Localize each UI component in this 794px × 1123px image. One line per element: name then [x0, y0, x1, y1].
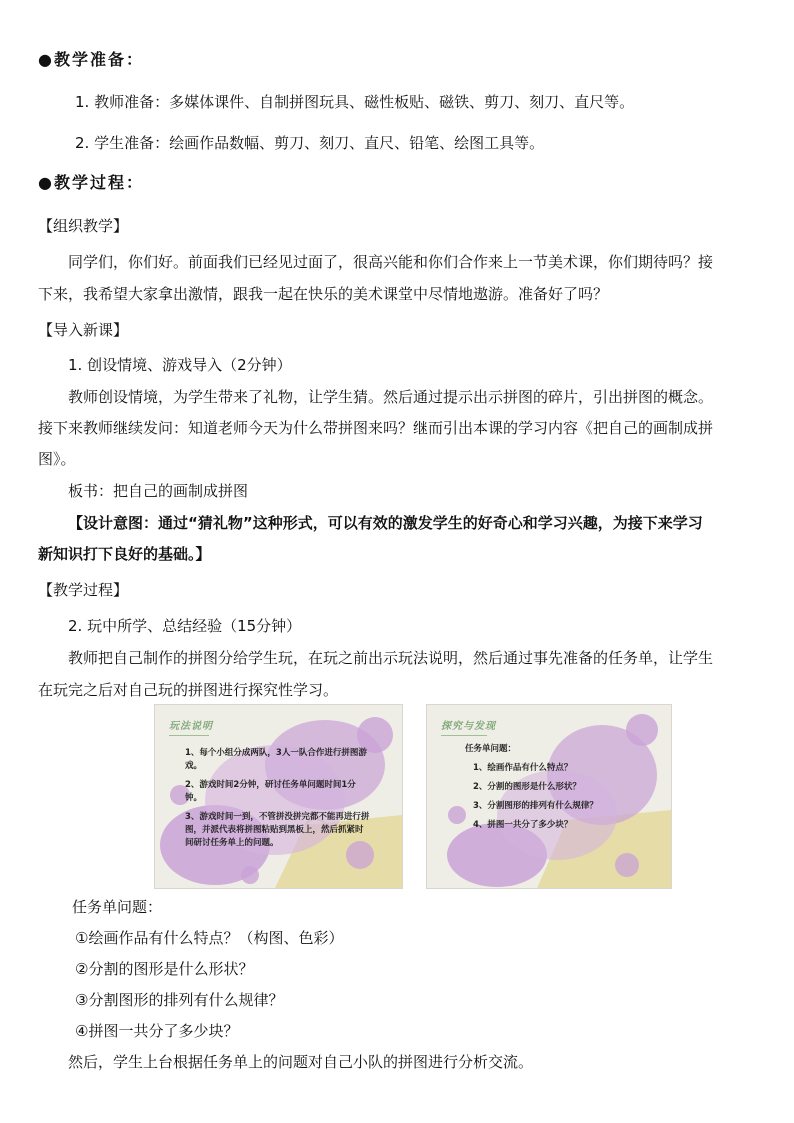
slide-task-item: 4、拼图一共分了多少块？	[473, 820, 573, 830]
process2-heading: 【教学过程】	[38, 581, 129, 599]
intro-paragraph-line-1: 教师创设情境，为学生带来了礼物，让学生猜。然后通过提示出示拼图的碎片，引出拼图的概念。	[68, 388, 714, 406]
play-paragraph-line-2: 在玩完之后对自己玩的拼图进行探究性学习。	[38, 681, 339, 699]
task-question-4: ④拼图一共分了多少块？	[75, 1022, 239, 1040]
task-question-1: ①绘画作品有什么特点？（构图、色彩）	[75, 929, 344, 947]
prep-heading: ●教学准备：	[38, 50, 144, 69]
teacher-prep: 1. 教师准备：多媒体课件、自制拼图玩具、磁性板贴、磁铁、剪刀、刻刀、直尺等。	[75, 93, 635, 111]
student-prep: 2. 学生准备：绘画作品数幅、剪刀、刻刀、直尺、铅笔、绘图工具等。	[75, 134, 545, 152]
slide-rules-list	[185, 747, 371, 856]
slide-image-tasks	[426, 704, 672, 889]
slide-task-heading: 任务单问题：	[465, 744, 517, 754]
process-heading: ●教学过程：	[38, 173, 144, 192]
slide-rule-item: 1、每个小组分成两队，3人一队合作进行拼图游戏。	[185, 748, 367, 771]
slide-rule-item: 2、游戏时间2分钟，研讨任务单问题时间1分钟。	[185, 780, 356, 803]
design-intent-line-1: 【设计意图：通过“猜礼物”这种形式，可以有效的激发学生的好奇心和学习兴趣，为接下来学习	[68, 514, 703, 532]
board-note: 板书：把自己的画制成拼图	[68, 482, 249, 500]
intro-paragraph-line-3: 图》。	[38, 450, 76, 468]
organize-paragraph-line-1: 同学们，你们好。前面我们已经见过面了，很高兴能和你们合作来上一节美术课，你们期待吗？接	[68, 253, 714, 271]
slide-image-rules	[154, 704, 403, 889]
intro-paragraph-line-2: 接下来教师继续发问：知道老师今天为什么带拼图来吗？继而引出本课的学习内容《把自己的画制成拼	[38, 419, 714, 437]
design-intent-line-2: 新知识打下良好的基础。】	[38, 545, 211, 563]
slide-task-list	[465, 743, 643, 838]
slide-title: 玩法说明	[169, 721, 213, 732]
conclusion: 然后，学生上台根据任务单上的问题对自己小队的拼图进行分析交流。	[68, 1053, 534, 1071]
slide-task-item: 3、分割图形的排列有什么规律？	[473, 801, 598, 811]
organize-paragraph-line-2: 下来，我希望大家拿出激情，跟我一起在快乐的美术课堂中尽情地遨游。准备好了吗？	[38, 285, 609, 303]
intro-step: 1. 创设情境、游戏导入（2分钟）	[68, 356, 292, 374]
organize-heading: 【组织教学】	[38, 217, 129, 235]
task-question-3: ③分割图形的排列有什么规律？	[75, 991, 284, 1009]
play-paragraph-line-1: 教师把自己制作的拼图分给学生玩，在玩之前出示玩法说明，然后通过事先准备的任务单，让学生	[68, 649, 714, 667]
intro-heading: 【导入新课】	[38, 321, 129, 339]
task-heading: 任务单问题：	[72, 898, 163, 916]
slide-task-item: 2、分割的图形是什么形状？	[473, 782, 581, 792]
play-step: 2. 玩中所学、总结经验（15分钟）	[68, 617, 302, 635]
task-question-2: ②分割的图形是什么形状？	[75, 960, 254, 978]
slide-title: 探究与发现	[441, 721, 496, 732]
slide-task-item: 1、绘画作品有什么特点？	[473, 763, 573, 773]
slide-rule-item: 3、游戏时间一到，不管拼没拼完都不能再进行拼图，并派代表将拼图粘贴到黑板上，然后抓紧时间研讨任务单上的问题。	[185, 812, 370, 848]
